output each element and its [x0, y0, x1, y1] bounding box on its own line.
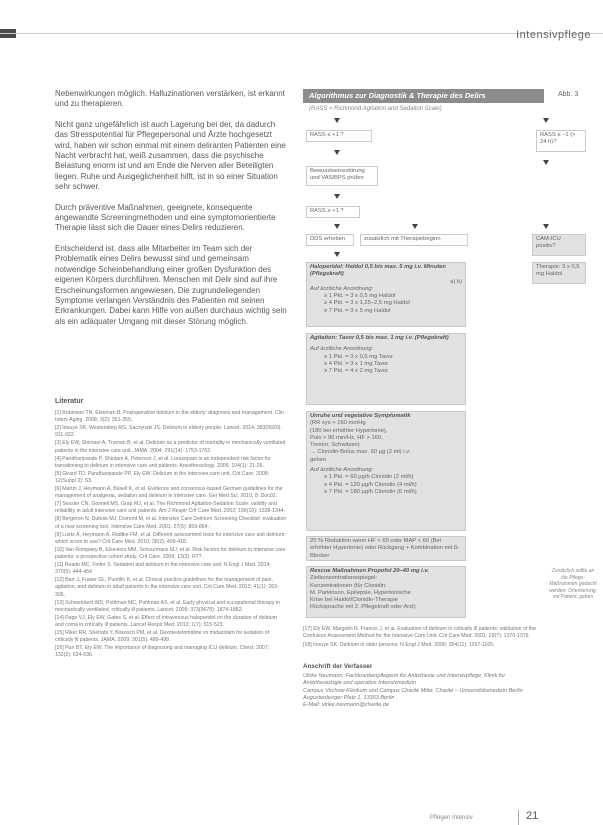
clonidin-dose-line: ≥ 7 Pkt. = 180 μg/h Clonidin (6 ml/h) — [324, 488, 417, 495]
paragraph: Entscheidend ist, dass alle Mitarbeiter im Team sich der Problematik eines Delirs bewusst sind und gemeinsam notwendige Scheinbehandlung einer großen Dysfunktion des eigenen Körpers durchführen. Menschen mit Delir sind auf ihre Erscheinungsformen angewiesen. Die zugrundeliegenden Symptome verlangen Verständnis des Patienten mit seinen Erkrankungen. Dabei kann Hilfe von außen durchaus wichtig sein als ein adäquater Umgang mit dieser Störung möglich. — [55, 243, 287, 326]
tavor-dose-line: ≥ 7 Pkt. = 4 x 2 mg Tavor — [324, 368, 389, 375]
vegetative-line: Tremor, Schwitzen) — [310, 442, 360, 449]
rescue-line: Konzentrationen (für Clonidin: — [310, 582, 387, 589]
haloperidol-dose-line: ≥ 1 Pkt. = 3 x 0,5 mg Haldol — [324, 293, 396, 300]
screening-box: Bewusstseinsstörung und VAS/BPS prüfen — [306, 166, 378, 186]
rass-high-box: RASS ≤ –1 (> 24 h)? — [536, 130, 586, 152]
tavor-dose-line: ≥ 1 Pkt. = 3 x 0,5 mg Tavor — [324, 353, 393, 360]
header-title: Intensivpflege — [516, 29, 591, 41]
literature-item: [17] Ely EW, Margolin R, Francis J, et al. Evaluation of delirium in critically ill patients: validation of the Confusion Assessment Method for the Intensive Care Unit. Crit Care Med. 2001; 29(7): 1370-1379. — [303, 626, 536, 640]
literature-item: [15] Riker RR, Shehabi Y, Bokesch PM, et al. Dexmedetomidine vs midazolam for sedation of critically ill patients. JAMA. 2009; 301(5): 489-499. — [55, 629, 270, 644]
rass-check-box: RASS ≥ +1 ? — [306, 206, 360, 218]
flow-arrow — [412, 224, 418, 229]
flow-arrow — [543, 118, 549, 123]
flow-arrow — [543, 160, 549, 165]
paragraph: Durch präventive Maßnahmen, geeignete, konsequente angewandte Screeningmethoden und eine symptomorientierte Therapie lässt sich die Dauer eines Delirs reduzieren. — [55, 202, 276, 233]
rescue-line: M. Parkinson, Epilepsie, Hypertonische — [310, 589, 411, 596]
flow-arrow — [334, 150, 340, 155]
paragraph: Nebenwirkungen möglich. Halluzinationen verstärken, ist erkannt und zu therapieren. — [55, 89, 285, 109]
haloperidol-star: a) b) — [450, 278, 462, 285]
haloperidol-dose-line: ≥ 4 Pkt. = 3 x 1,25–2,5 mg Haldol — [324, 300, 410, 307]
literature-list-continued — [303, 626, 543, 650]
vegetative-line: (180 bei erhöhter Hypertonie), — [310, 427, 388, 434]
literature-list — [55, 410, 287, 660]
literature-item: [13] Schweickert WD, Pohlman MC, Pohlman AS, et al. Early physical and occupational therapy in mechanically ventilated, critically ill patients. Lancet. 2009; 373(9678): 1874-1882. — [55, 599, 280, 613]
author-email: E-Mail: ulrike.neumann@charite.de — [303, 702, 389, 709]
literature-item: [16] Pun BT, Ely EW. The importance of diagnosing and managing ICU delirium. Chest. 2007; 132(2): 624-636. — [55, 645, 270, 659]
tavor-dose-line: ≥ 4 Pkt. = 3 x 1 mg Tavor — [324, 360, 389, 367]
flow-arrow — [334, 118, 340, 123]
clonidin-dose-line: ≥ 4 Pkt. = 120 μg/h Clonidin (4 ml/h) — [324, 481, 417, 488]
agitation-box — [306, 333, 466, 405]
literature-item: [18] Inouye SK. Delirium in older persons. N Engl J Med. 2006; 354(11): 1157-1165. — [303, 641, 495, 648]
rescue-title: Rescue Maßnahmen Propofol 20–40 mg i.v. — [310, 568, 429, 574]
reduction-box: 20 % Reduktion wenn HF < 60 oder MAP < 60 (Bei erhöhter Hypertonie) oder Rückgang + Kombination mit ß-Blocker — [306, 536, 466, 561]
literature-item: [4] Pandharipande P, Shintani A, Peterson J, et al. Lorazepam is an independent risk factor for transitioning to delirium in intensive care unit patients. Anesthesiology. 2006; 104(1): 21-26. — [55, 455, 271, 469]
ddx-box: DDS erheben — [306, 234, 354, 246]
vegetative-line: geben — [310, 456, 327, 463]
clonidin-subtitle: Auf ärztliche Anordnung: — [310, 467, 374, 474]
literature-item: [12] Barr J, Fraser GL, Puntillo K, et al. Clinical practice guidelines for the management of pain, agitation, and delirium in adult patients in the intensive care unit. Crit Care Med. 2013; 41(1): 263-306. — [55, 577, 279, 598]
rescue-line: Zielkonzentrationsspiegel: — [310, 575, 378, 582]
side-note: Zusätzlich sollte an die Pflege-Maßnahmen gedacht werden: Orientierung, mit Patient, geben — [548, 568, 598, 600]
literature-item: [9] Luetz A, Heymann A, Radtke FM, et al. Different assessment tools for intensive care unit delirium: which score to use? Crit Care Med. 2010; 38(2): 409-418. — [55, 531, 286, 545]
literature-item: [5] Girard TD, Pandharipande PP, Ely EW. Delirium in the intensive care unit. Crit Care. 2008; 12(Suppl 3): S3. — [55, 470, 270, 485]
cam-icu-box: CAM-ICU positiv? — [532, 234, 586, 256]
page-number: 21 — [526, 810, 539, 822]
flow-arrow — [334, 194, 340, 199]
rescue-box — [306, 566, 466, 618]
flow-arrow — [334, 252, 340, 257]
literature-item: [3] Ely EW, Shintani A, Truman B, et al. Delirium as a predictor of mortality in mechanically ventilated patients in the intensive care unit. JAMA. 2004; 291(14): 1753-1762. — [55, 440, 286, 454]
vegetative-box — [306, 411, 466, 531]
footer-source: Pflegen Intensiv — [430, 815, 473, 821]
flow-arrow — [334, 224, 340, 229]
vegetative-line: Puls > 90 min/Hz, HF > 160, — [310, 434, 383, 441]
literature-item: [11] Reade MC, Finfer S. Sedation and delirium in the intensive care unit. N Engl J Med. 2014; 370(5): 444-454. — [55, 561, 271, 576]
author-line: Augustenburger Platz 1, 13353 Berlin — [303, 694, 395, 701]
vegetative-title: Unruhe und vegetative Symptomatik — [310, 413, 411, 419]
therapy-side-box: Therapie: 3 x 0,5 mg Haldol — [532, 262, 586, 284]
literature-item: [1] Robinson TN, Eiseman B. Postoperative delirium in the elderly: diagnosis and management. Clin Interv Aging. 2008; 3(2): 351-355. — [55, 410, 284, 424]
haloperidol-box — [306, 262, 466, 327]
rescue-line: Krise bei Haldol/Clonidin-Therapie — [310, 597, 398, 604]
author-address-title: Anschrift der Verfasser — [303, 663, 373, 670]
haloperidol-subtitle: Auf ärztliche Anordnung: — [310, 285, 374, 292]
paragraph: Nicht ganz ungefährlich ist auch Lagerung bei der, da dadurch das Stresspotential für Pflegepersonal und Ärzte hochgesetzt wird, haben wir schon einmal mit einem deliranten Patienten eine Nacht verbracht hat, weiß zusammen, dass die psychische Belastung enorm ist und am Ende die Nerven aller Beteiligten liegen. Ruhe und Ausgeglichenheit hilft, ist in so einer Situation sehr schwer. — [55, 119, 286, 192]
algorithm-title: Algorithmus zur Diagnostik & Therapie des Delirs — [303, 89, 544, 103]
author-line: Campus Virchow-Klinikum und Campus Charité Mitte, Charité – Universitätsmedizin Berlin — [303, 687, 523, 694]
literature-item: [14] Page VJ, Ely EW, Gates S, et al. Effect of intravenous haloperidol on the duration of delirium and coma in critically ill patients. Lancet Respir Med. 2013; 1(7): 515-523. — [55, 614, 277, 629]
vegetative-line: (RR sys > 160 mmHg — [310, 420, 366, 427]
haloperidol-dose-line: ≥ 7 Pkt. = 3 x 5 mg Haldol — [324, 307, 391, 314]
literature-item: [8] Bergeron N, Dubois MJ, Dumont M, et al. Intensive Care Delirium Screening Checklist: evaluation of a new screening tool. Intensive Care Med. 2001; 27(5): 859-864. — [55, 516, 287, 530]
header-rule — [0, 33, 603, 34]
extra-therapy-box: zusätzlich mit Therapiebeginn — [360, 234, 468, 246]
rass-low-box: RASS ≤ +1 ? — [306, 130, 372, 142]
author-address — [303, 663, 543, 709]
literature-item: [10] Van Rompaey B, Elseviers MM, Schuurmans MJ, et al. Risk factors for delirium in intensive care patients: a prospective cohort study. Crit Care. 2009; 13(3): R77. — [55, 546, 286, 560]
literature-item: [2] Inouye SK, Westendorp RG, Saczynski JS. Delirium in elderly people. Lancet. 2014; 383(9920): 911-922. — [55, 425, 282, 439]
algorithm-caption: (RASS = Richmond Agitation and Sedation Scale) — [309, 106, 442, 112]
literature-item: [7] Sessler CN, Gosnell MS, Grap MJ, et al. The Richmond Agitation-Sedation Scale: validity and reliability in adult intensive care unit patients. Am J Respir Crit Care Med. 2002; 166(10): 1338-1344. — [55, 501, 286, 515]
literature-item: [6] Martin J, Heymann A, Bäsell K, et al. Evidence and consensus-based German guidelines for the management of analgesia, sedation and delirium in intensive care. Ger Med Sci. 2010; 8: Doc02. — [55, 485, 283, 500]
clonidin-dose-line: ≥ 1 Pkt. = 60 μg/h Clonidin (2 ml/h) — [324, 474, 414, 481]
haloperidol-title: Haloperidol: Haldol 0,5 bis max. 5 mg i.v. Minuten (Pflegekraft) — [310, 264, 446, 278]
flow-arrow — [543, 224, 549, 229]
author-line: Ulrike Neumann, Fachkrankenpflegerin für Anästhesie und Intensivpflege, Klinik für Anästhesiologie und operative Intensivmedizin — [303, 673, 506, 687]
agitation-title: Agitation: Tavor 0,5 bis max. 1 mg i.v. (Pflegekraft) — [310, 335, 449, 341]
left-column-text — [55, 89, 287, 337]
vegetative-line: → Clonidin-Bolus max. 60 μg (2 ml) i.v. — [310, 449, 411, 456]
agitation-subtitle: Auf ärztliche Anordnung: — [310, 346, 374, 353]
figure-label: Abb. 3 — [558, 91, 579, 98]
literature-title: Literatur — [55, 398, 84, 405]
footer-rule — [518, 810, 519, 825]
rescue-line: Rücksprache mit 2. Pflegekraft oder Arzt) — [310, 604, 416, 611]
